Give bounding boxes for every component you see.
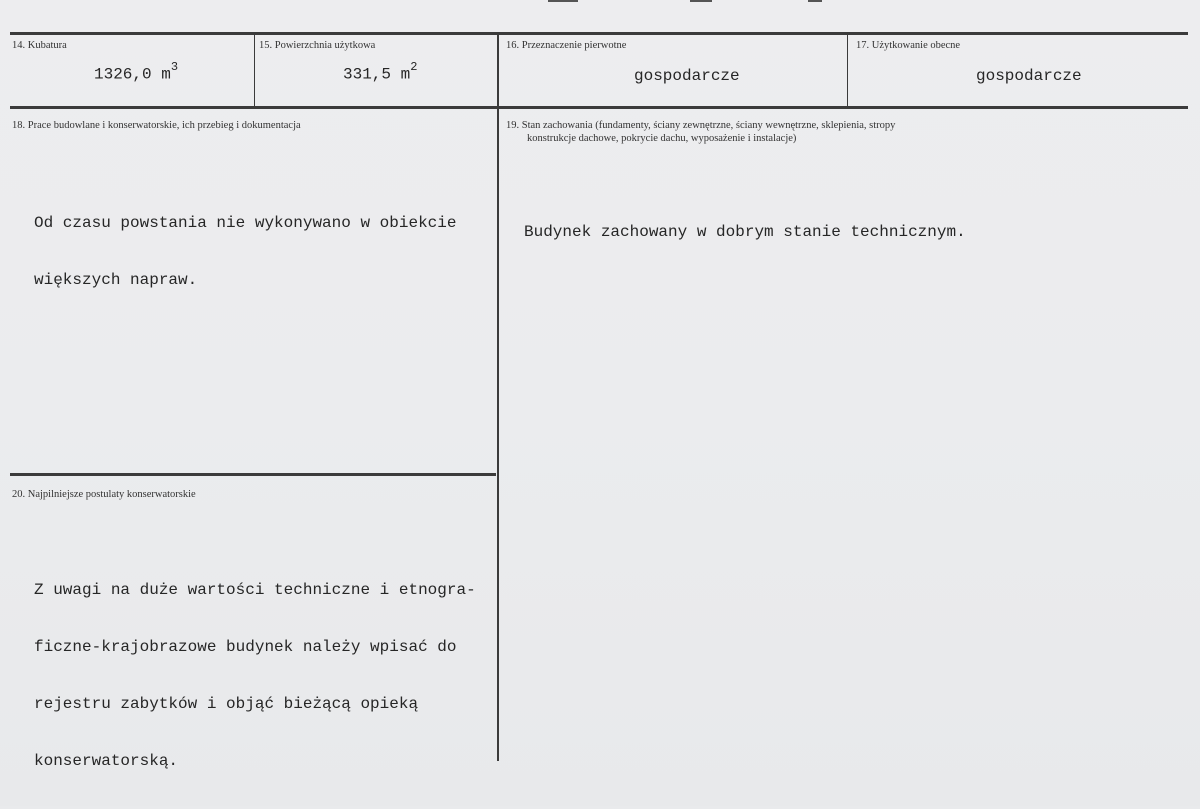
text-line: Z uwagi na duże wartości techniczne i etnogra- [34, 581, 476, 599]
text-line: Od czasu powstania nie wykonywano w obiekcie [34, 214, 457, 232]
field-label-prace: 18. Prace budowlane i konserwatorskie, ich przebieg i dokumentacja [12, 120, 301, 131]
text-line: ficzne-krajobrazowe budynek należy wpisać do [34, 638, 457, 656]
field-text-postulaty [34, 543, 476, 809]
text-line: rejestru zabytków i objąć bieżącą opieką [34, 695, 419, 713]
field-label-uzytkowanie: 17. Użytkowanie obecne [856, 40, 961, 51]
field-label-powierzchnia: 15. Powierzchnia użytkowa [259, 40, 376, 51]
powierzchnia-exponent: 2 [410, 60, 418, 74]
top-edge-mark [548, 0, 578, 2]
text-line: większych napraw. [34, 271, 198, 289]
text-line: konserwatorską. [34, 752, 179, 770]
column-rule [497, 34, 499, 761]
field-label-stan-line1: 19. Stan zachowania (fundamenty, ściany zewnętrzne, ściany wewnętrzne, sklepienia, stropy [506, 120, 896, 131]
section-rule [10, 473, 496, 476]
kubatura-exponent: 3 [170, 60, 179, 74]
powierzchnia-number: 331,5 m [343, 65, 411, 84]
field-value-uzytkowanie: gospodarcze [976, 67, 1082, 85]
top-edge-mark [808, 0, 822, 2]
column-rule [254, 34, 255, 107]
field-label-postulaty: 20. Najpilniejsze postulaty konserwatorskie [12, 489, 196, 500]
column-rule [847, 34, 848, 107]
row-rule [10, 106, 1188, 109]
field-text-stan [524, 185, 966, 280]
field-label-stan-line2: konstrukcje dachowe, pokrycie dachu, wyposażenie i instalacje) [527, 133, 797, 144]
text-line: Budynek zachowany w dobrym stanie technicznym. [524, 223, 966, 241]
field-value-kubatura [94, 62, 178, 83]
kubatura-number: 1326,0 m [94, 65, 171, 84]
top-edge-mark [690, 0, 712, 2]
field-value-powierzchnia [343, 62, 417, 83]
field-text-prace [34, 176, 456, 328]
field-label-przeznaczenie: 16. Przeznaczenie pierwotne [506, 40, 627, 51]
field-value-przeznaczenie: gospodarcze [634, 67, 740, 85]
top-rule [10, 32, 1188, 35]
field-label-kubatura: 14. Kubatura [12, 40, 67, 51]
